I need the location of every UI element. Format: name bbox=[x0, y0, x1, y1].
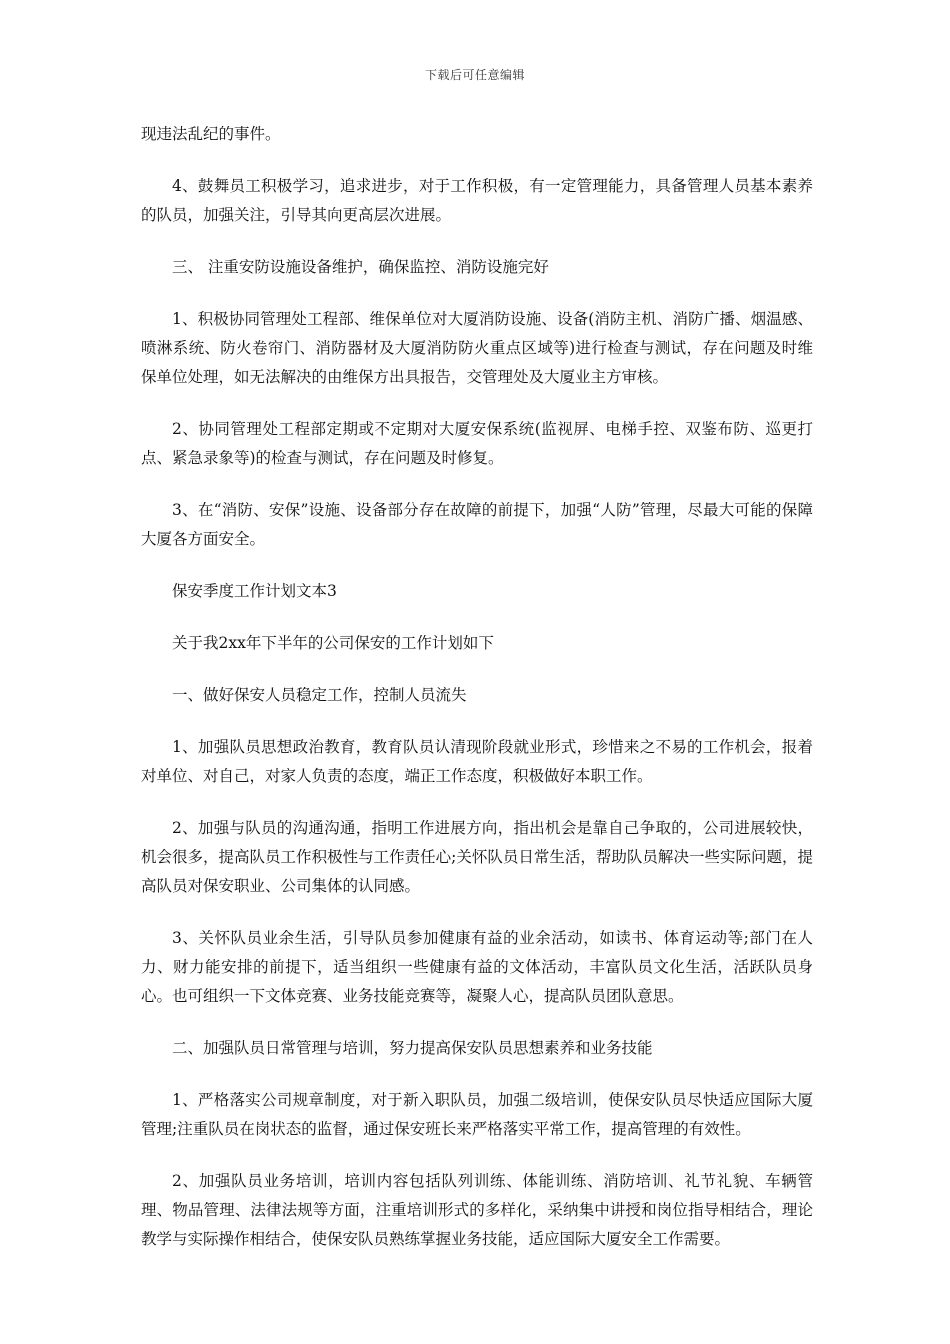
section-heading-3: 三、 注重安防设施设备维护，确保监控、消防设施完好 bbox=[172, 258, 549, 276]
paragraph-item-1: 1、积极协同管理处工程部、维保单位对大厦消防设施、设备(消防主机、消防广播、烟温感、喷淋系统、防火卷帘门、消防器材及大厦消防防火重点区域等)进行检查与测试，存在问题及时维保单位处理，如无法解决的由维保方出具报告，交管理处及大厦业主方审核。 bbox=[141, 310, 813, 386]
document-title: 保安季度工作计划文本3 bbox=[172, 582, 337, 600]
paragraph-item-1: 1、严格落实公司规章制度，对于新入职队员，加强二级培训，使保安队员尽快适应国际大厦管理;注重队员在岗状态的监督，通过保安班长来严格落实平常工作，提高管理的有效性。 bbox=[141, 1091, 813, 1138]
paragraph-item-2: 2、加强队员业务培训，培训内容包括队列训练、体能训练、消防培训、礼节礼貌、车辆管理、物品管理、法律法规等方面，注重培训形式的多样化，采纳集中讲授和岗位指导相结合，理论教学与实际操作相结合，使保安队员熟练掌握业务技能，适应国际大厦安全工作需要。 bbox=[141, 1172, 813, 1248]
section-heading-1: 一、做好保安人员稳定工作，控制人员流失 bbox=[172, 686, 467, 704]
paragraph-item-3: 3、关怀队员业余生活，引导队员参加健康有益的业余活动，如读书、体育运动等;部门在人力、财力能安排的前提下，适当组织一些健康有益的文体活动，丰富队员文化生活，活跃队员身心。也可组织一下文体竞赛、业务技能竞赛等，凝聚人心，提高队员团队意思。 bbox=[141, 929, 813, 1005]
paragraph-item-3: 3、在“消防、安保”设施、设备部分存在故障的前提下，加强“人防”管理，尽最大可能的保障大厦各方面安全。 bbox=[141, 501, 813, 548]
paragraph-item-1: 1、加强队员思想政治教育，教育队员认清现阶段就业形式，珍惜来之不易的工作机会，报着对单位、对自己，对家人负责的态度，端正工作态度，积极做好本职工作。 bbox=[141, 738, 813, 785]
document-body bbox=[141, 120, 813, 1254]
section-heading-2: 二、加强队员日常管理与培训，努力提高保安队员思想素养和业务技能 bbox=[172, 1039, 653, 1057]
paragraph-item-4: 4、鼓舞员工积极学习，追求进步，对于工作积极，有一定管理能力，具备管理人员基本素养的队员，加强关注，引导其向更高层次进展。 bbox=[141, 177, 813, 224]
paragraph-item-2: 2、协同管理处工程部定期或不定期对大厦安保系统(监视屏、电梯手控、双鉴布防、巡更打点、紧急录象等)的检查与测试，存在问题及时修复。 bbox=[141, 420, 813, 467]
page-header: 下载后可任意编辑 bbox=[424, 68, 525, 82]
paragraph-continuation: 现违法乱纪的事件。 bbox=[141, 125, 281, 143]
paragraph-item-2: 2、加强与队员的沟通沟通，指明工作进展方向，指出机会是靠自己争取的，公司进展较快，机会很多，提高队员工作积极性与工作责任心;关怀队员日常生活，帮助队员解决一些实际问题，提高队员对保安职业、公司集体的认同感。 bbox=[141, 819, 813, 895]
intro-line: 关于我2xx年下半年的公司保安的工作计划如下 bbox=[172, 634, 494, 652]
